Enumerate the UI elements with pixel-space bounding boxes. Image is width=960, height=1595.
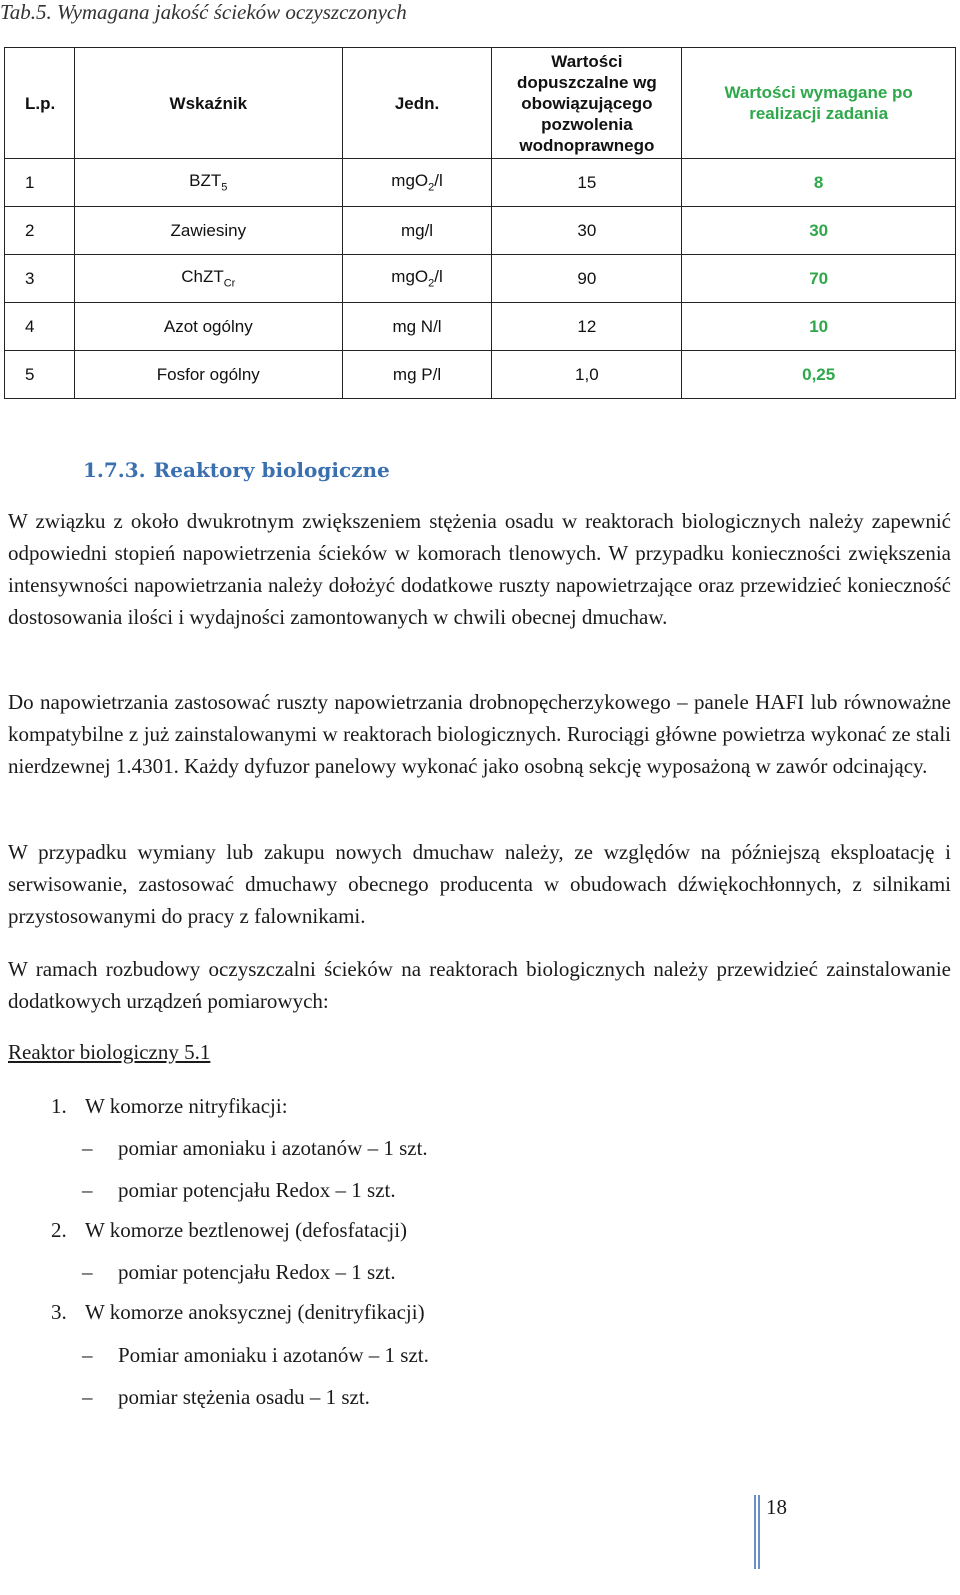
cell-lp: 3 — [5, 255, 75, 303]
section-title: Reaktory biologiczne — [153, 458, 390, 482]
wastewater-quality-table — [4, 47, 956, 399]
cell-dopuszczalne: 30 — [492, 207, 682, 255]
table-row — [5, 207, 956, 255]
table-row — [5, 159, 956, 207]
cell-wymagane: 30 — [682, 207, 956, 255]
cell-wymagane: 70 — [682, 255, 956, 303]
list-subitem: – pomiar stężenia osadu – 1 szt. — [82, 1385, 370, 1409]
cell-lp: 2 — [5, 207, 75, 255]
cell-wymagane: 8 — [682, 159, 956, 207]
cell-dopuszczalne: 15 — [492, 159, 682, 207]
list-subitem: – pomiar amoniaku i azotanów – 1 szt. — [82, 1136, 428, 1160]
cell-wymagane: 0,25 — [682, 351, 956, 399]
header-wymagane: Wartości wymagane po realizacji zadania — [682, 48, 956, 159]
cell-jedn: mg P/l — [342, 351, 492, 399]
table-header-row — [5, 48, 956, 159]
cell-wskaznik: ChZT$_{Cr}$ — [74, 255, 342, 303]
cell-wskaznik: Fosfor ogólny — [74, 351, 342, 399]
paragraph-4: W ramach rozbudowy oczyszczalni ścieków na reaktorach biologicznych należy przewidzieć zainstalowanie dodatkowych urządzeń pomiarowych: — [8, 957, 951, 1013]
list-item: 2. W komorze beztlenowej (defosfatacji) — [51, 1218, 408, 1242]
cell-lp: 5 — [5, 351, 75, 399]
paragraph-3: W przypadku wymiany lub zakupu nowych dmuchaw należy, ze względów na późniejszą eksploatację i serwisowanie, zastosować dmuchawy obecnego producenta w obudowach dźwiękochłonnych, z silnikami przystosowanymi do pracy z falownikami. — [8, 840, 951, 928]
cell-jedn: mg N/l — [342, 303, 492, 351]
header-dopuszczalne: Wartości dopuszczalne wg obowiązującego pozwolenia wodnoprawnego — [492, 48, 682, 159]
page-number-rule — [754, 1495, 760, 1569]
cell-wskaznik: $BZT_5$ — [74, 159, 342, 207]
list-subitem: – pomiar potencjału Redox – 1 szt. — [82, 1178, 396, 1202]
cell-wskaznik: Azot ogólny — [74, 303, 342, 351]
cell-dopuszczalne: 90 — [492, 255, 682, 303]
header-lp: L.p. — [5, 48, 75, 159]
cell-dopuszczalne: 12 — [492, 303, 682, 351]
list-item: 1. W komorze nitryfikacji: — [51, 1094, 288, 1118]
cell-lp: 4 — [5, 303, 75, 351]
table-row — [5, 255, 956, 303]
cell-dopuszczalne: 1,0 — [492, 351, 682, 399]
section-number: 1.7.3. — [83, 458, 146, 482]
cell-jedn: mgO$_2$/l — [342, 255, 492, 303]
section-heading — [83, 458, 390, 482]
cell-jedn: mgO$_2$/l — [342, 159, 492, 207]
list-subitem: – pomiar potencjału Redox – 1 szt. — [82, 1260, 396, 1284]
page-number: 18 — [766, 1495, 787, 1519]
list-subitem: – Pomiar amoniaku i azotanów – 1 szt. — [82, 1343, 429, 1367]
header-wskaznik: Wskaźnik — [74, 48, 342, 159]
cell-wymagane: 10 — [682, 303, 956, 351]
subheading-reactor: Reaktor biologiczny 5.1 — [8, 1040, 211, 1064]
table-caption: Tab.5. Wymagana jakość ścieków oczyszczonych — [0, 0, 407, 24]
cell-jedn: mg/l — [342, 207, 492, 255]
paragraph-1: W związku z około dwukrotnym zwiększeniem stężenia osadu w reaktorach biologicznych należy zapewnić odpowiedni stopień napowietrzenia ścieków w komorach tlenowych. W przypadku konieczności zwiększenia intensywności napowietrzania należy dołożyć dodatkowe ruszty napowietrzające oraz przewidzieć konieczność dostosowania ilości i wydajności zamontowanych w chwili obecnej dmuchaw. — [8, 509, 951, 629]
header-jedn: Jedn. — [342, 48, 492, 159]
cell-lp: 1 — [5, 159, 75, 207]
table-row — [5, 303, 956, 351]
cell-wskaznik: Zawiesiny — [74, 207, 342, 255]
table-row — [5, 351, 956, 399]
paragraph-2: Do napowietrzania zastosować ruszty napowietrzania drobnopęcherzykowego – panele HAFI lub równoważne kompatybilne z już zainstalowanymi w reaktorach biologicznych. Rurociągi główne powietrza wykonać ze stali nierdzewnej 1.4301. Każdy dyfuzor panelowy wykonać jako osobną sekcję wyposażoną w zawór odcinający. — [8, 690, 951, 778]
list-item: 3. W komorze anoksycznej (denitryfikacji) — [51, 1300, 425, 1324]
